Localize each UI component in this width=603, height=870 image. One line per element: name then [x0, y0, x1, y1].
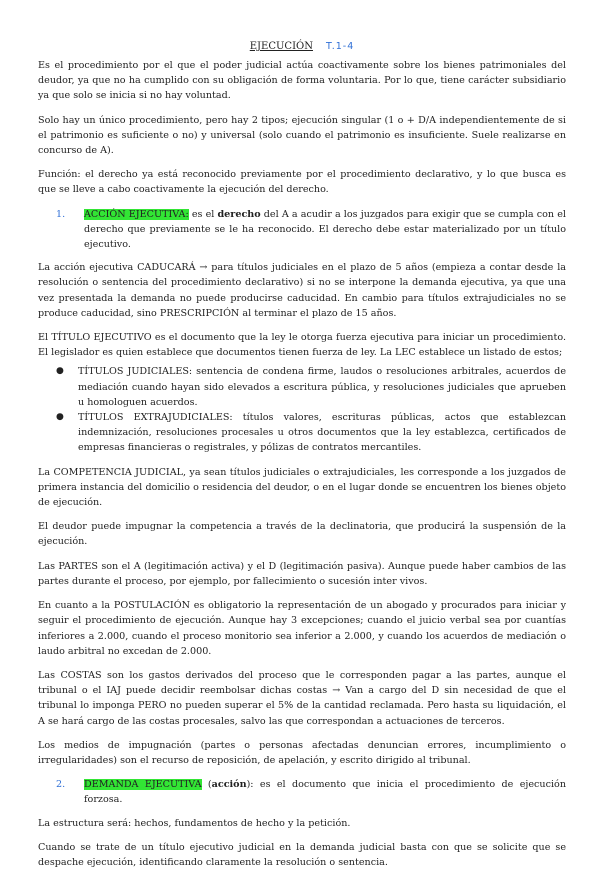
paragraph-competencia: La COMPETENCIA JUDICIAL, ya sean títulos judiciales o extrajudiciales, les corresponde a los juzgados de primera instancia del domicilio o residencia del deudor, o en el lugar donde se encuentren los bienes objeto de ejecución. [38, 466, 566, 509]
item-number: 1. [56, 208, 66, 220]
paragraph-function: Función: el derecho ya está reconocido previamente por el procedimiento declarativo, y lo que busca es que se lleve a cabo coactivamente la ejecución del derecho. [38, 169, 566, 196]
title-row [38, 39, 566, 55]
highlighted-term: ACCIÓN EJECUTIVA: [84, 208, 189, 220]
item-number: 2. [56, 779, 66, 791]
handwritten-note: T.1-4 [326, 41, 355, 52]
numbered-item-accion-ejecutiva [38, 207, 566, 253]
bold-term: derecho [217, 208, 261, 220]
item-body [84, 207, 566, 253]
paragraph-intro: Es el procedimiento por el que el poder judicial actúa coactivamente sobre los bienes patrimoniales del deudor, ya que no ha cumplido con su obligación de forma voluntaria. Por lo que, tiene carácter subsidiario ya que solo se inicia si no hay voluntad. [38, 60, 566, 102]
paragraph-declinatoria: El deudor puede impugnar la competencia a través de la declinatoria, que producirá la suspensión de la ejecución. [38, 521, 566, 548]
numbered-item-demanda-ejecutiva [38, 777, 566, 807]
bullet-icon: ● [56, 366, 64, 377]
paragraph-titulo-judicial: Cuando se trate de un título ejecutivo judicial en la demanda judicial basta con que se solicite que se despache ejecución, identificando claramente la resolución o sentencia. [38, 841, 566, 868]
titulos-list [38, 364, 566, 455]
item-text-post: ): es el documento que inicia el procedimiento de ejecución forzosa. [84, 779, 567, 806]
paragraph-titulo-ejecutivo: El TÍTULO EJECUTIVO es el documento que la ley le otorga fuerza ejecutiva para iniciar un procedimiento. El legislador es quien establece que documentos tienen fuerza de ley. La LEC establece un listado de estos; [38, 332, 566, 359]
item-body [84, 777, 566, 807]
item-text-pre: es el [188, 208, 218, 220]
list-item-text: TÍTULOS EXTRAJUDICIALES: títulos valores, escrituras públicas, actos que establezcan indemnización, resoluciones procesales u otros documentos que la ley establezca, certificados de empresas financieras o registrales, y pólizas de contratos mercantiles. [78, 412, 566, 454]
paragraph-partes: Las PARTES son el A (legitimación activa) y el D (legitimación pasiva). Aunque puede haber cambios de las partes durante el proceso, por ejemplo, por fallecimiento o sucesión inter vivos. [38, 560, 566, 587]
paragraph-caducidad: La acción ejecutiva CADUCARÁ → para títulos judiciales en el plazo de 5 años (empieza a contar desde la resolución o sentencia del procedimiento declarativo) si no se interpone la demanda ejecutiva, ya que una vez presentada la demanda no puede producirse caducidad. En cambio para títulos extrajudiciales no se produce caducidad, sino PRESCRIPCIÓN al terminar el plazo de 15 años. [38, 262, 566, 319]
bullet-icon: ● [56, 412, 64, 423]
item-text-pre: ( [201, 779, 212, 791]
list-item-text: TÍTULOS JUDICIALES: sentencia de condena firme, laudos o resoluciones arbitrales, acuerdos de mediación cuando hayan sido elevados a escritura pública, y resoluciones judiciales que aprueben u homologuen acuerdos. [78, 366, 566, 408]
paragraph-costas: Las COSTAS son los gastos derivados del proceso que le corresponden pagar a las partes, aunque el tribunal o el IAJ puede decidir reembolsar dichas costas → Van a cargo del D sin necesidad de que el tribunal lo imponga PERO no pueden superar el 5% de la cantidad reclamada. Pero hasta su liquidación, el A se hará cargo de las costas procesales, salvo las que correspondan a actuaciones de terceros. [38, 669, 566, 727]
paragraph-postulacion: En cuanto a la POSTULACIÓN es obligatorio la representación de un abogado y procurados para iniciar y seguir el procedimiento de ejecución. Aunque hay 3 excepciones; cuando el juicio verbal sea por cuantías inferiores a 2.000, cuando el proceso monitorio sea inferior a 2.000, y cuando los acuerdos de mediación o laudo arbitral no excedan de 2.000. [38, 600, 566, 657]
list-item [38, 410, 566, 456]
page-title: EJECUCIÓN [249, 41, 313, 52]
list-item [38, 364, 566, 410]
paragraph-types: Solo hay un único procedimiento, pero hay 2 tipos; ejecución singular (1 o + D/A independientemente de si el patrimonio es suficiente o no) y universal (solo cuando el patrimonio es insuficiente. Suele realizarse en concurso de A). [38, 114, 566, 157]
paragraph-estructura: La estructura será: hechos, fundamentos de hecho y la petición. [38, 817, 351, 829]
paragraph-impugnacion: Los medios de impugnación (partes o personas afectadas denuncian errores, incumplimiento o irregularidades) son el recurso de reposición, de apelación, y escrito dirigido al tribunal. [38, 739, 566, 766]
bold-term: acción [211, 779, 247, 791]
item-text-post: del A a acudir a los juzgados para exigir que se cumpla con el derecho que previamente se le ha reconocido. El derecho debe estar materializado por un título ejecutivo. [84, 208, 566, 251]
highlighted-term: DEMANDA EJECUTIVA [84, 779, 202, 791]
